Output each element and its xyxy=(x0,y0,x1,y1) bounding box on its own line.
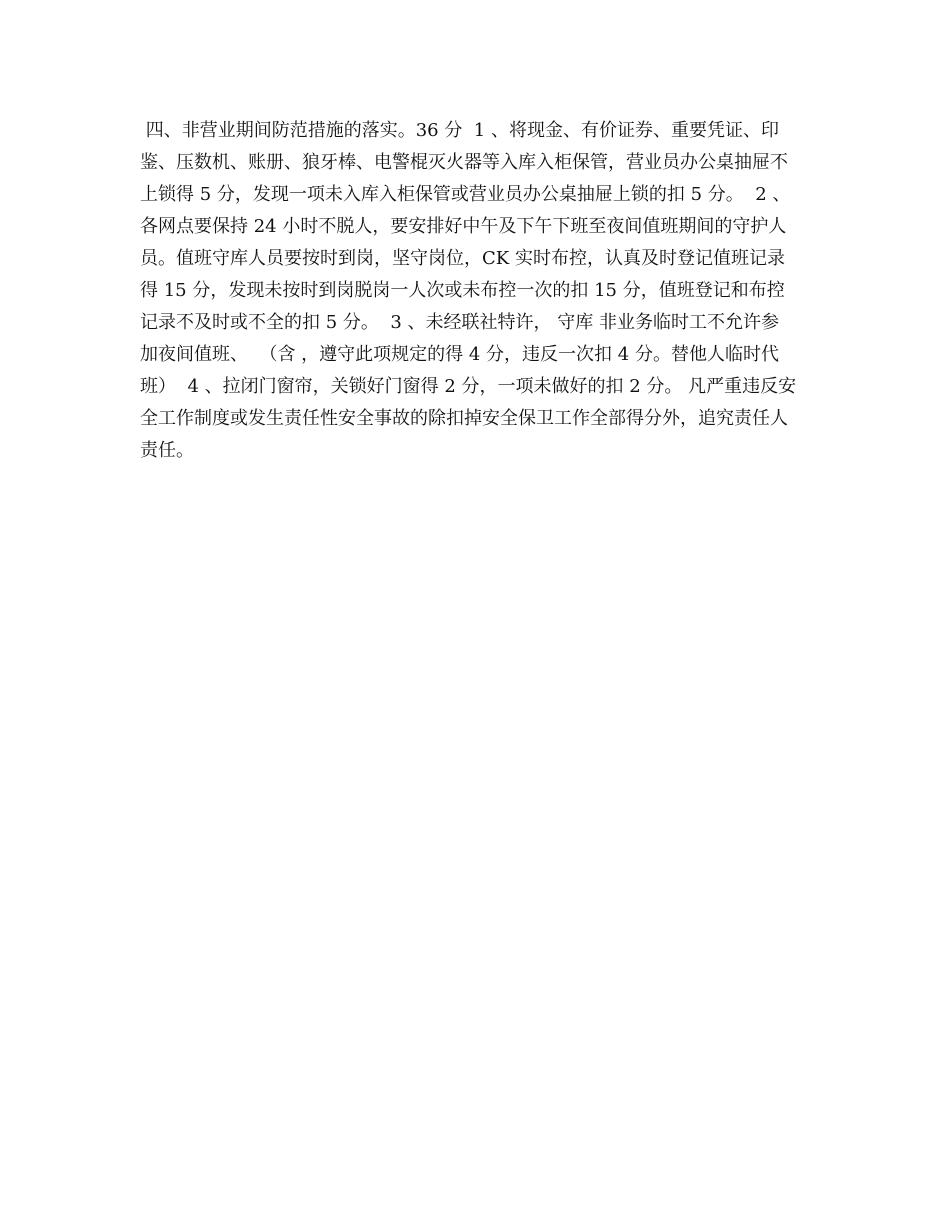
text-line: 加夜间值班、 （含 ，遵守此项规定的得 4 分，违反一次扣 4 分。替他人临时代 xyxy=(140,344,779,365)
text-line: 鉴、压数机、账册、狼牙棒、电警棍灭火器等入库入柜保管，营业员办公桌抽屉不 xyxy=(140,152,788,173)
text-line: 员。值班守库人员要按时到岗，坚守岗位，CK 实时布控，认真及时登记值班记录 xyxy=(140,248,785,269)
text-line: 得 15 分，发现未按时到岗脱岗一人次或未布控一次的扣 15 分，值班登记和布控 xyxy=(140,280,785,301)
text-line: 上锁得 5 分，发现一项未入库入柜保管或营业员办公桌抽屉上锁的扣 5 分。 2 、 xyxy=(140,184,791,205)
text-line: 各网点要保持 24 小时不脱人，要安排好中午及下午下班至夜间值班期间的守护人 xyxy=(140,216,787,237)
text-line: 四、非营业期间防范措施的落实。36 分 1 、将现金、有价证券、重要凭证、印 xyxy=(140,120,779,141)
text-line: 班） 4 、拉闭门窗帘，关锁好门窗得 2 分，一项未做好的扣 2 分。 凡严重违反安 xyxy=(140,376,797,397)
body-paragraph xyxy=(140,115,820,467)
text-line: 责任。 xyxy=(140,440,194,461)
text-line: 全工作制度或发生责任性安全事故的除扣掉安全保卫工作全部得分外，追究责任人 xyxy=(140,408,788,429)
text-line: 记录不及时或不全的扣 5 分。 3 、未经联社特许， 守库 非业务临时工不允许参 xyxy=(140,312,779,333)
